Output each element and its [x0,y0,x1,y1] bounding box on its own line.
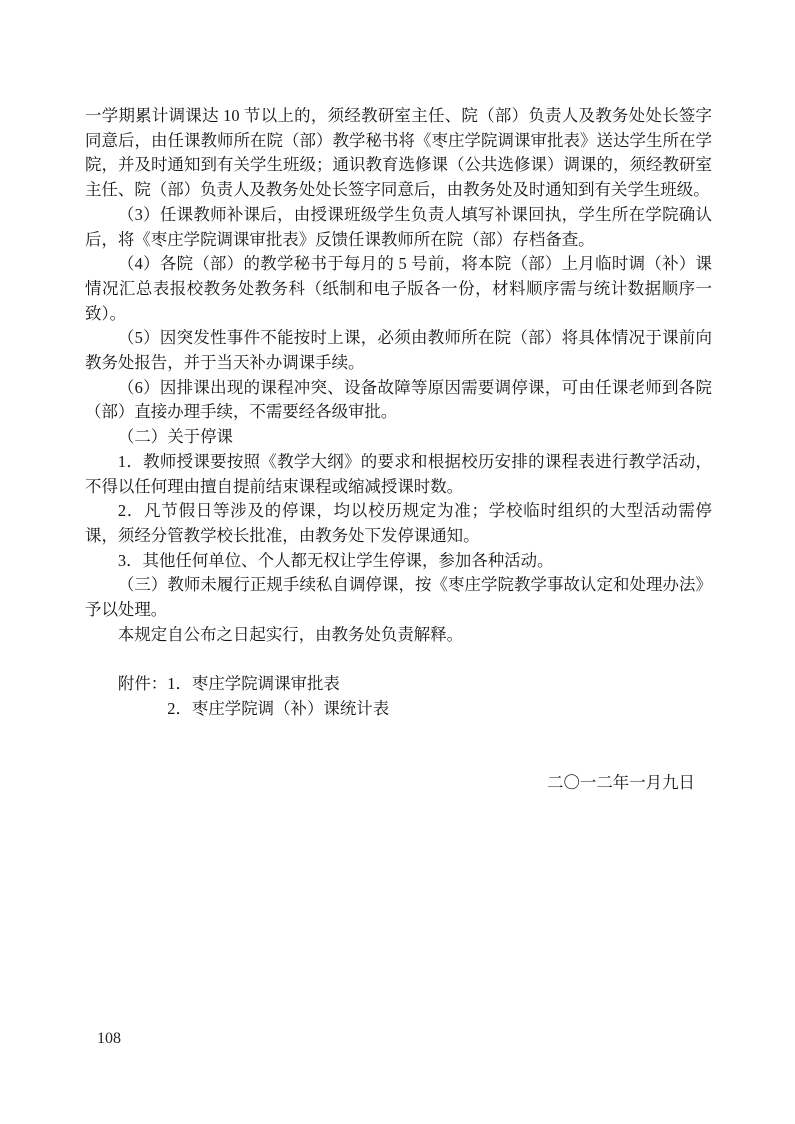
body-paragraph-section-3: （三）教师未履行正规手续私自调停课，按《枣庄学院教学事故认定和处理办法》予以处理。 [85,575,712,620]
body-paragraph-continuation: 一学期累计调课达 10 节以上的，须经教研室主任、院（部）负责人及教务处处长签字同意后，由任课教师所在院（部）教学秘书将《枣庄学院调课审批表》送达学生所在学院，并及时通知到有关学生班级；通识教育选修课（公共选修课）调课的，须经教研室主任、院（部）负责人及教务处处长签字同意后，由教务处及时通知到有关学生班级。 [85,106,712,200]
body-paragraph-item-4: （4）各院（部）的教学秘书于每月的 5 号前，将本院（部）上月临时调（补）课情况汇总表报校教务处教务科（纸制和电子版各一份，材料顺序需与统计数据顺序一致）。 [85,254,712,323]
page-number: 108 [97,1030,121,1047]
body-paragraph-item-3: （3）任课教师补课后，由授课班级学生负责人填写补课回执，学生所在学院确认后，将《枣庄学院调课审批表》反馈任课教师所在院（部）存档备查。 [85,204,712,249]
attachment-line [85,672,712,697]
attachment-line [85,697,712,722]
document-date: 二〇一二年一月九日 [547,772,695,792]
body-paragraph-rule-2: 2．凡节假日等涉及的停课，均以校历规定为准；学校临时组织的大型活动需停课，须经分管教学校长批准，由教务处下发停课通知。 [85,501,712,545]
attachments-block [85,672,712,721]
body-paragraph-item-5: （5）因突发性事件不能按时上课，必须由教师所在院（部）将具体情况于课前向教务处报告，并于当天补办调课手续。 [85,328,712,373]
body-paragraph-rule-3: 3．其他任何单位、个人都无权让学生停课，参加各种活动。 [117,550,554,570]
section-heading-2: （二）关于停课 [117,427,233,447]
body-paragraph-rule-1: 1．教师授课要按照《教学大纲》的要求和根据校历安排的课程表进行教学活动，不得以任何理由擅自提前结束课程或缩减授课时数。 [85,451,712,496]
attachment-item-1: 1．枣庄学院调课审批表 [167,674,340,694]
body-paragraph-item-6: （6）因排课出现的课程冲突、设备故障等原因需要调停课，可由任课老师到各院（部）直接办理手续，不需要经各级审批。 [85,377,712,422]
attachments-label: 附件： [117,674,168,694]
attachment-item-2: 2．枣庄学院调（补）课统计表 [167,698,390,718]
body-paragraph-closing: 本规定自公布之日起实行，由教务处负责解释。 [117,624,464,644]
document-body [85,104,712,796]
